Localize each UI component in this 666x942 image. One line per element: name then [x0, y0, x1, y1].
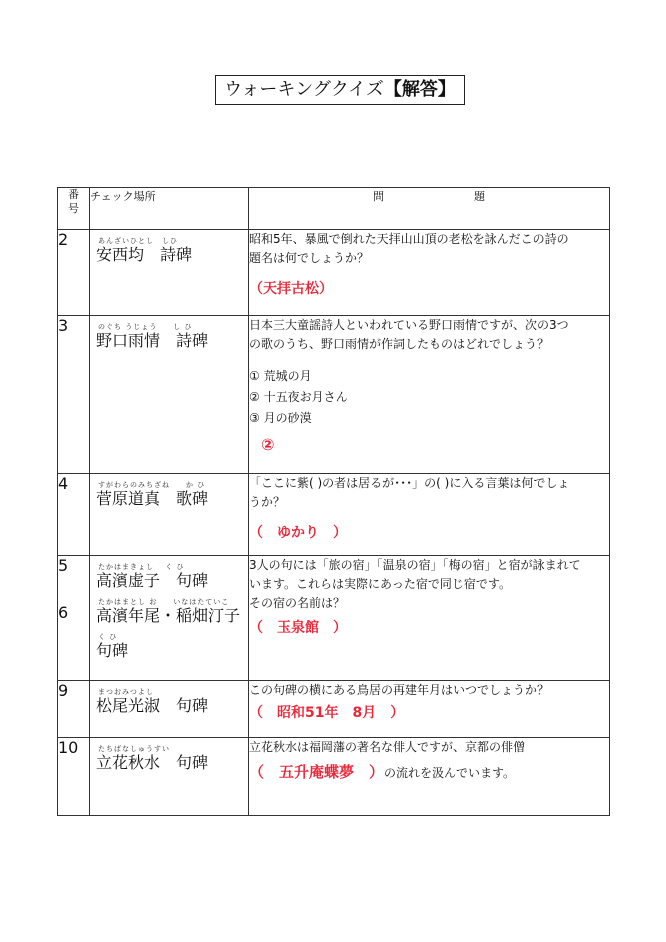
table-row [58, 474, 610, 556]
answer-text: ② [261, 435, 275, 454]
row-place: すがわらのみちざね か ひ 菅原道真 歌碑 [90, 474, 249, 556]
row-number: 9 [58, 681, 90, 738]
row-place: あんざいひとし しひ 安西均 詩碑 [90, 230, 249, 316]
row-number: 5 6 [58, 556, 90, 681]
row-question: この句碑の横にある鳥居の再建年月はいつでしょうか？ （ 昭和51年 8月 ） [249, 681, 610, 738]
row-number: 10 [58, 738, 90, 816]
row-number: 4 [58, 474, 90, 556]
row-question: 日本三大童謡詩人といわれている野口雨情ですが、次の3つ の歌のうち、野口雨情が作詞したものはどれでしょう？ ① 荒城の月 ② 十五夜お月さん ③ 月の砂漠 ② [249, 316, 610, 474]
row-place: たちばなしゅうすい 立花秋水 句碑 [90, 738, 249, 816]
header-number: 番 号 [58, 188, 90, 230]
row-number: 3 [58, 316, 90, 474]
header-place: チェック場所 [90, 188, 249, 230]
row-place: まつおみつよし 松尾光淑 句碑 [90, 681, 249, 738]
row-question: 昭和5年、暴風で倒れた天拝山山頂の老松を詠んだこの詩の 題名は何でしょうか？ （天拝古松） [249, 230, 610, 316]
answer-text: （ 昭和51年 8月 ） [249, 705, 405, 721]
header-question: 問 題 [249, 188, 610, 230]
row-question: 3人の句には「旅の宿」「温泉の宿」「梅の宿」と宿が詠まれて います。これらは実際にあった宿で同じ宿です。 その宿の名前は？ （ 玉泉館 ） [249, 556, 610, 681]
table-header [58, 188, 610, 230]
table-row [58, 738, 610, 816]
table-row [58, 556, 610, 681]
row-question: 立花秋水は福岡藩の著名な俳人ですが、京都の俳僧 （ 五升庵蝶夢 ）の流れを汲んでいます。 [249, 738, 610, 816]
table-row [58, 316, 610, 474]
option-2: ② 十五夜お月さん [249, 390, 348, 404]
option-3: ③ 月の砂漠 [249, 411, 312, 425]
answer-text: （ 五升庵蝶夢 ） [249, 763, 385, 781]
row-question: 「ここに紫( )の者は居るが･･･」の( )に入る言葉は何でしょ うか？ （ ゆかり ） [249, 474, 610, 556]
option-1: ① 荒城の月 [249, 369, 312, 383]
quiz-table [57, 187, 610, 816]
table-row [58, 230, 610, 316]
answer-text: （ ゆかり ） [249, 525, 347, 541]
page-title: ウォーキングクイズ【解答】 [215, 75, 465, 105]
row-place: のぐち うじょう し ひ 野口雨情 詩碑 [90, 316, 249, 474]
row-number: 2 [58, 230, 90, 316]
answer-text: （ 玉泉館 ） [249, 620, 347, 636]
table-row [58, 681, 610, 738]
answer-text: （天拝古松） [249, 281, 333, 297]
row-place: たかはまきょし く ひ 高濱虚子 句碑 たかはまとし お いなはたていこ 高濱年尾・稲畑汀子 く ひ 句碑 [90, 556, 249, 681]
